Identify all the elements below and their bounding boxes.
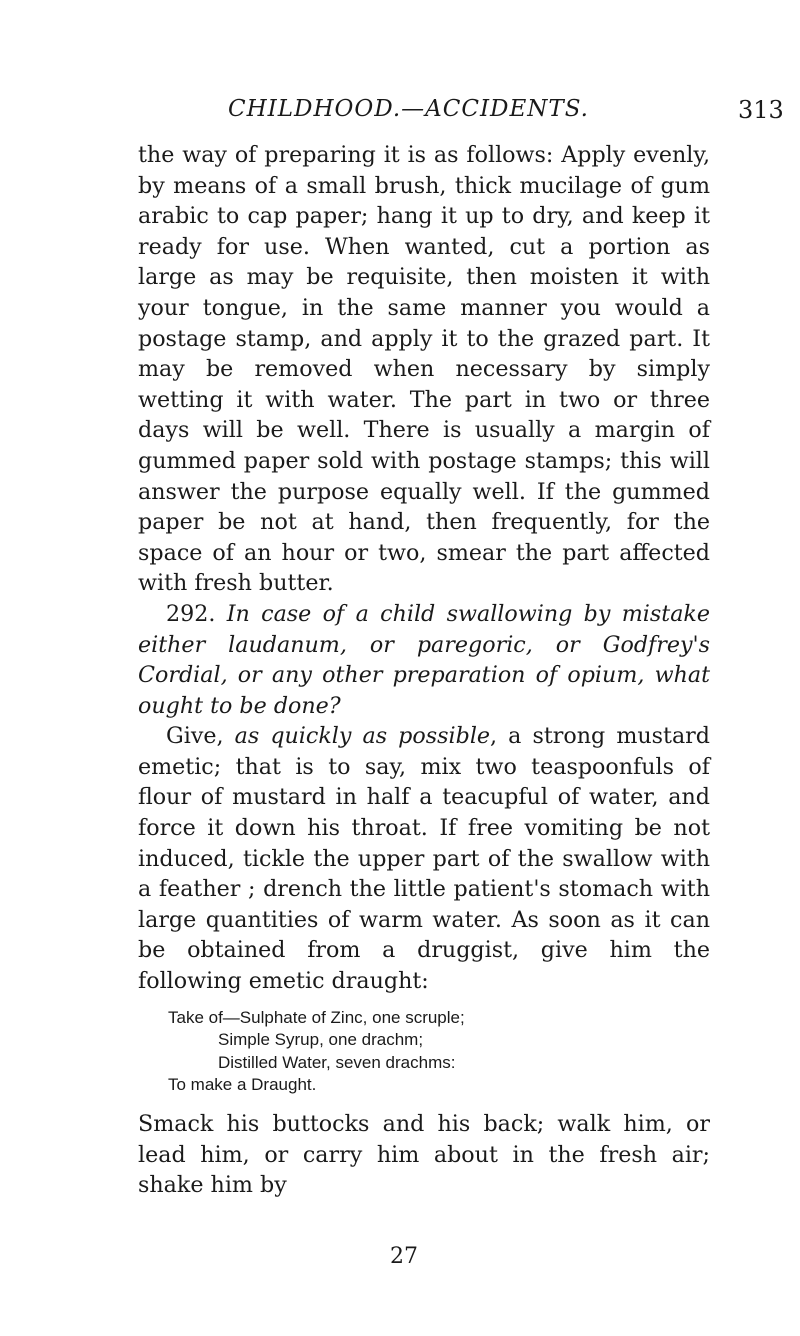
recipe-line: Take of—Sulphate of Zinc, one scruple; [168, 1007, 465, 1027]
recipe-block [138, 1007, 710, 1097]
answer-paragraph [138, 721, 710, 996]
answer-lead: Give, [166, 723, 235, 750]
paragraph-continued: the way of preparing it is as follows: Apply evenly, by means of a small brush, thick mucilage of gum arabic to cap paper; hang it up to dry, and keep it ready for use. When wanted, cut a portion as large as may be requisite, then moisten it with your tongue, in the same manner you would a postage stamp, and apply it to the grazed part. It may be removed when necessary by simply wetting it with water. The part in two or three days will be well. There is usually a margin of gummed paper sold with postage stamps; this will answer the purpose equally well. If the gummed paper be not at hand, then frequently, for the space of an hour or two, smear the part affected with fresh butter. [138, 142, 710, 597]
answer-rest: , a strong mustard emetic; that is to say, mix two teaspoonfuls of flour of mustard in half a teacupful of water, and force it down his throat. If free vomiting be not induced, tickle the upper part of the swallow with a feather ; drench the little patient's stomach with large quantities of warm water. As soon as it can be obtained from a druggist, give him the following emetic draught: [138, 723, 710, 995]
signature-mark: 27 [390, 1244, 418, 1269]
recipe-line: Distilled Water, seven drachms: [218, 1052, 456, 1072]
section-292-heading [138, 599, 710, 721]
running-head: CHILDHOOD.—ACCIDENTS. [228, 96, 589, 122]
section-question: In case of a child swallowing by mistake either laudanum, or paregoric, or Godfrey's Cordial, or any other preparation of opium, what ought to be done? [138, 600, 710, 719]
paragraph-final: Smack his buttocks and his back; walk him, or lead him, or carry him about in the fresh air; shake him by [138, 1111, 710, 1199]
answer-emphasis: as quickly as possible [234, 723, 491, 750]
page-number: 313 [738, 96, 784, 124]
recipe-line: Simple Syrup, one drachm; [218, 1030, 424, 1050]
recipe-line: To make a Draught. [168, 1075, 317, 1095]
body-text [138, 140, 710, 1201]
section-number: 292. [166, 600, 216, 627]
